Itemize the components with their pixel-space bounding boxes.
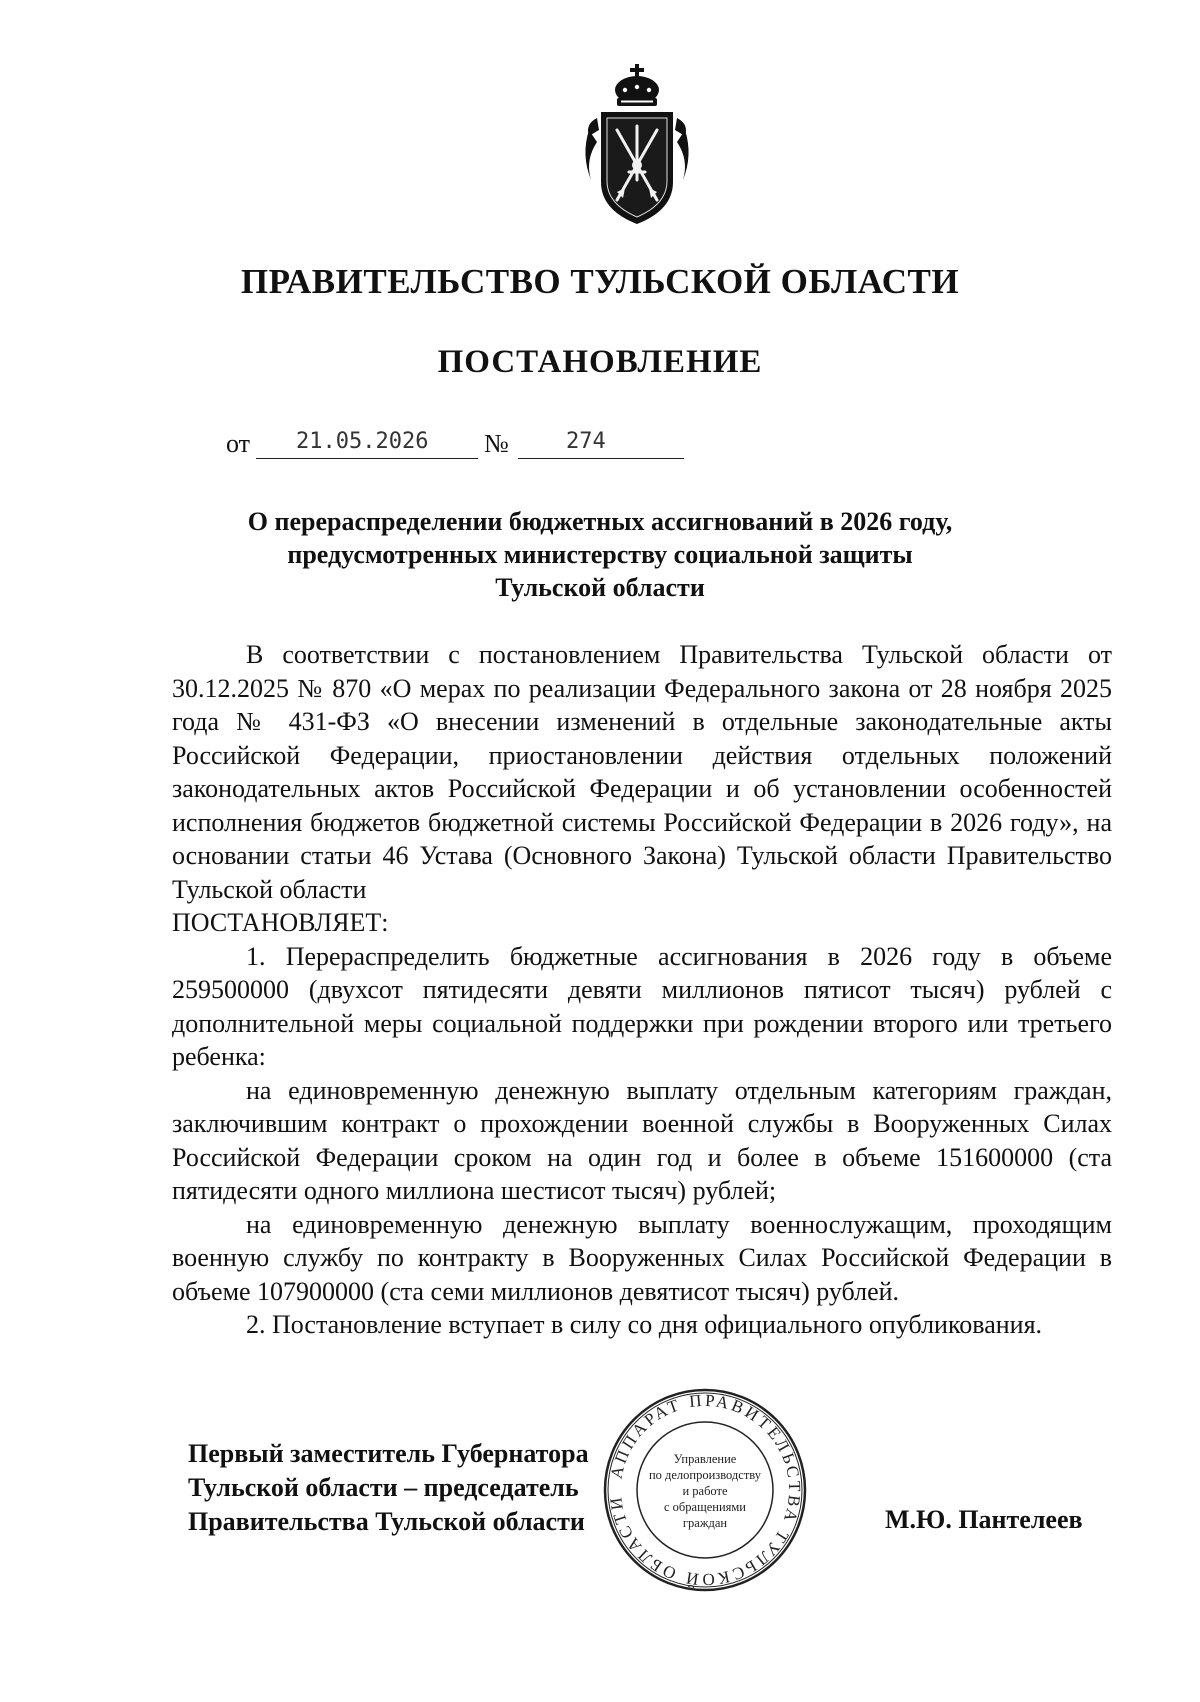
date-value: 21.05.2026 [296, 429, 429, 454]
stamp-center-line-5: граждан [682, 1516, 728, 1530]
number-label: № [484, 429, 509, 458]
item-2-paragraph: 2. Постановление вступает в силу со дня официального опубликования. [246, 1310, 1043, 1339]
stamp-center-line-2: по делопроизводству [648, 1468, 762, 1482]
signature-position-line-1: Первый заместитель Губернатора [188, 1439, 589, 1468]
stamp-ring-text: АППАРАТ ПРАВИТЕЛЬСТВА ТУЛЬСКОЙ ОБЛАСТИ [605, 1390, 805, 1590]
number-field [518, 424, 684, 459]
number-value: 274 [566, 429, 606, 454]
official-stamp [600, 1385, 810, 1595]
date-field [256, 424, 478, 459]
stamp-center-line-3: и работе [682, 1484, 728, 1498]
tula-coat-of-arms-icon [577, 60, 697, 230]
stamp-center-line-4: с обращениями [664, 1500, 746, 1514]
item-1-subparagraph-2: на единовременную денежную выплату военнослужащим, проходящим военную службу по контракту в Вооруженных Силах Российской Федерации в объеме 107900000 (ста семи миллионов девятисот тысяч) рублей. [172, 1209, 1112, 1306]
resolves-keyword: ПОСТАНОВЛЯЕТ: [172, 908, 389, 937]
item-1-paragraph: 1. Перераспределить бюджетные ассигнования в 2026 году в объеме 259500000 (двухсот пятидесяти девяти миллионов пятисот тысяч) рублей с дополнительной меры социальной поддержки при рождении второго или третьего ребенка: [172, 941, 1112, 1071]
preamble-paragraph: В соответствии с постановлением Правительства Тульской области от 30.12.2025 № 870 «О мерах по реализации Федерального закона от 28 ноября 2025 года № 431-ФЗ «О внесении изменений в отдельные законодательные акты Российской Федерации, приостановлении действия отдельных положений законодательных актов Российской Федерации и об установлении особенностей исполнения бюджетов бюджетной системы Российской Федерации в 2026 году», на основании статьи 46 Устава (Основного Закона) Тульской области Правительство Тульской области [172, 640, 1112, 904]
date-label: от [226, 429, 251, 458]
document-body [172, 638, 1112, 1342]
document-title [0, 505, 1200, 604]
item-1-subparagraph-1: на единовременную денежную выплату отдельным категориям граждан, заключившим контракт о прохождении военной службы в Вооруженных Силах Российской Федерации сроком на один год и более в объеме 151600000 (ста пятидесяти одного миллиона шестисот тысяч) рублей; [172, 1075, 1112, 1205]
stamp-center-line-1: Управление [673, 1452, 737, 1466]
signer-name: М.Ю. Пантелеев [885, 1505, 1083, 1534]
title-line-3: Тульской области [495, 573, 705, 602]
signature-position-line-3: Правительства Тульской области [188, 1507, 585, 1536]
document-type-heading: ПОСТАНОВЛЕНИЕ [437, 344, 763, 380]
signature-position [188, 1437, 589, 1539]
title-line-2: предусмотренных министерству социальной защиты [287, 540, 913, 569]
title-line-1: О перераспределении бюджетных ассигнований в 2026 году, [247, 507, 953, 536]
organization-heading: ПРАВИТЕЛЬСТВО ТУЛЬСКОЙ ОБЛАСТИ [240, 262, 960, 301]
signature-position-line-2: Тульской области – председатель [188, 1473, 579, 1502]
